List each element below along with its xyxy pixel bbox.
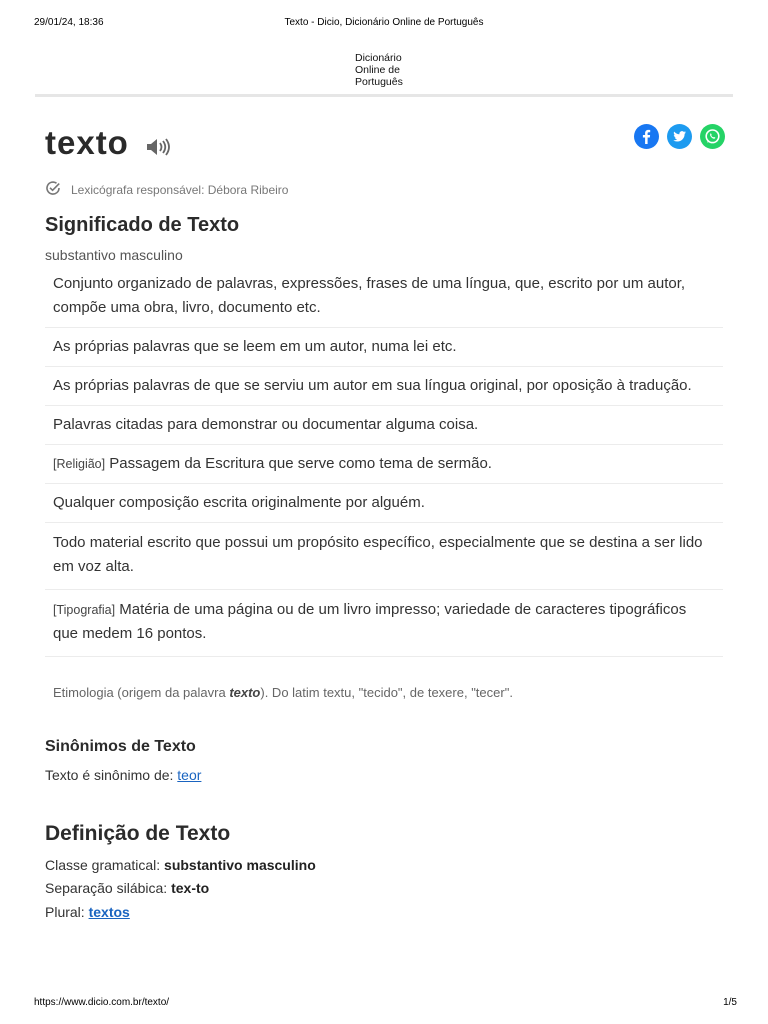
definition-list [45,265,723,657]
print-header [34,17,734,31]
speaker-icon[interactable] [145,136,173,158]
logo-line-1: Dicionário [355,52,402,64]
plural-link[interactable]: textos [88,904,130,920]
etymology-word: texto [229,685,261,700]
definition-item [45,445,723,484]
syllable-row [45,880,209,896]
definition-item [45,523,723,590]
grammar-class-label: Classe gramatical: [45,857,161,873]
definition-text: As próprias palavras que se leem em um autor, numa lei etc. [53,338,457,355]
etymology-prefix: Etimologia (origem da palavra [53,685,230,700]
definition-item [45,406,723,445]
definition-item [45,590,723,657]
print-title: Texto - Dicio, Dicionário Online de Português [284,17,484,28]
synonyms-title: Sinônimos de Texto [45,738,196,755]
plural-row [45,904,130,920]
definition-tag: [Religião] [53,457,106,471]
syllable-value: tex-to [171,880,210,896]
meaning-word-class: substantivo masculino [45,247,183,263]
logo-line-3: Português [355,76,403,88]
definition-text: Conjunto organizado de palavras, expressões, frases de uma língua, que, escrito por um autor, compõe uma obra, livro, documento etc. [53,275,686,316]
print-url: https://www.dicio.com.br/texto/ [34,997,170,1008]
lexicographer-note [45,180,288,199]
share-buttons [634,124,725,149]
etymology [53,685,513,700]
headword: texto [45,124,129,161]
definition-item [45,484,723,523]
lexicographer-text: Lexicógrafa responsável: Débora Ribeiro [71,182,289,197]
facebook-icon[interactable] [634,124,659,149]
definition-item [45,367,723,406]
whatsapp-icon[interactable] [700,124,725,149]
print-date: 29/01/24, 18:36 [34,17,104,28]
etymology-suffix: ). Do latim textu, "tecido", de texere, "tecer". [260,685,513,700]
definition-text: Todo material escrito que possui um propósito específico, especialmente que se destina a ser lido em voz alta. [53,534,703,575]
definition-text: Palavras citadas para demonstrar ou documentar alguma coisa. [53,416,479,433]
header-divider [35,94,733,97]
print-page-number: 1/5 [723,997,737,1008]
definition-item [45,265,723,328]
definition-text: As próprias palavras de que se serviu um autor em sua língua original, por oposição à tradução. [53,377,692,394]
check-circle-icon [45,180,71,199]
synonyms-line [45,767,201,783]
definition-item [45,328,723,367]
logo-line-2: Online de [355,64,400,76]
synonym-link-teor[interactable]: teor [177,767,202,783]
meaning-title: Significado de Texto [45,214,240,236]
site-logo[interactable] [355,52,403,88]
syllable-label: Separação silábica: [45,880,168,896]
synonyms-prefix: Texto é sinônimo de: [45,767,174,783]
definition-title: Definição de Texto [45,822,231,845]
definition-text: Matéria de uma página ou de um livro impresso; variedade de caracteres tipográficos que medem 16 pontos. [53,601,687,642]
plural-label: Plural: [45,904,85,920]
grammar-class-value: substantivo masculino [164,857,316,873]
definition-tag: [Tipografia] [53,603,116,617]
definition-text: Qualquer composição escrita originalmente por alguém. [53,494,425,511]
twitter-icon[interactable] [667,124,692,149]
definition-text: Passagem da Escritura que serve como tema de sermão. [109,455,492,472]
grammar-class-row [45,857,316,873]
